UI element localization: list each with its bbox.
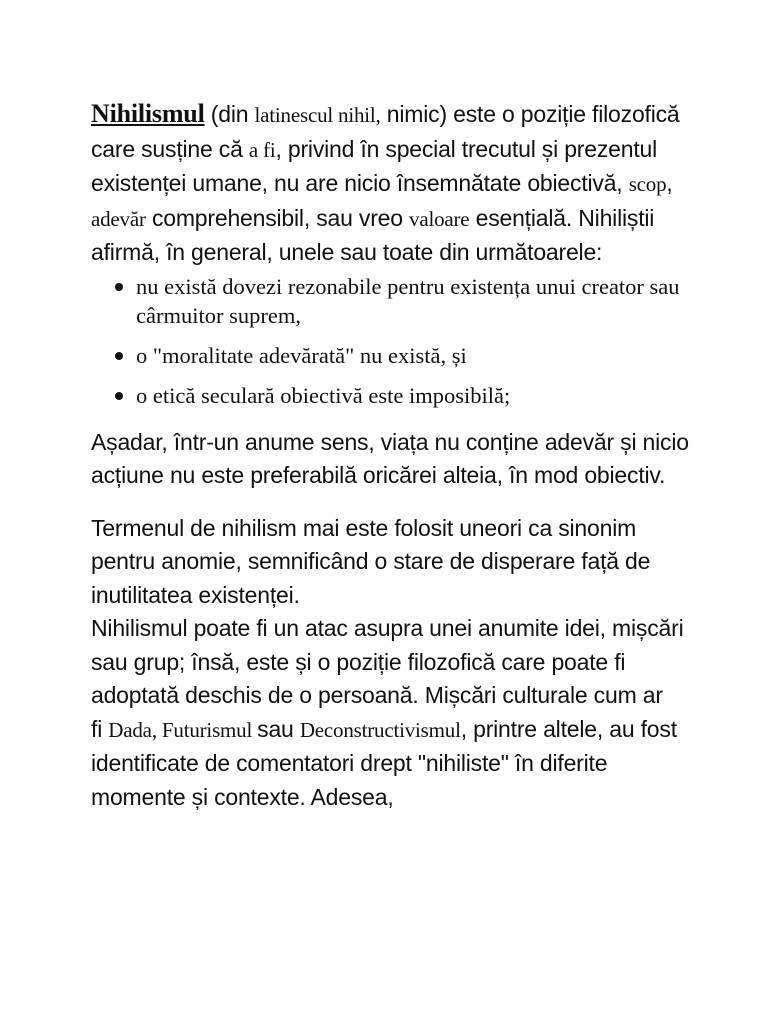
text-span: (din bbox=[204, 101, 255, 127]
bullet-list bbox=[91, 272, 691, 410]
bullet-icon bbox=[115, 283, 123, 291]
list-item-text: nu există dovezi rezonabile pentru existența unui creator sau cârmuitor suprem, bbox=[136, 273, 680, 328]
terminology-section bbox=[91, 512, 691, 815]
title-term: Nihilismul bbox=[91, 99, 205, 128]
text-span: scop bbox=[628, 172, 667, 196]
text-span: fi bbox=[91, 715, 109, 742]
document-page bbox=[91, 97, 691, 814]
list-item bbox=[115, 381, 691, 410]
list-item-text: o etică seculară obiectivă este imposibilă; bbox=[136, 382, 511, 408]
bullet-icon bbox=[115, 352, 123, 360]
attack-paragraph: Nihilismul poate fi un atac asupra unei anumite idei, mișcări sau grup; însă, este și o poziție filozofică care poate fi adoptată deschis de o persoană. Mișcări culturale cum ar bbox=[91, 615, 684, 708]
terminology-paragraph: Termenul de nihilism mai este folosit uneori ca sinonim pentru anomie, semnificând o stare de disperare față de inutilitatea existenței. bbox=[91, 514, 651, 608]
text-span: nimic) este o poziție filozofică care susține că bbox=[91, 101, 680, 162]
list-item bbox=[115, 272, 691, 330]
intro-paragraph bbox=[91, 97, 691, 270]
text-span: comprehensibil, sau vreo bbox=[145, 204, 410, 231]
text-span: , bbox=[666, 170, 673, 196]
list-item bbox=[115, 341, 691, 370]
movement-futurism: Futurismul bbox=[161, 717, 258, 742]
text-span: , privind în special trecutul și prezentul existenței umane, nu are nicio însemnătate obiectivă, bbox=[91, 135, 658, 196]
text-span: , printre altele, au fost identificate de comentatori drept "nihiliste" în diferite momente și contexte. Adesea, bbox=[91, 715, 677, 810]
movements-paragraph bbox=[91, 713, 691, 815]
text-span: sau bbox=[257, 715, 300, 742]
movement-deconstructivism: Deconstructivismul bbox=[299, 717, 461, 742]
text-span: , bbox=[151, 717, 162, 742]
conclusion-paragraph: Așadar, într-un anume sens, viața nu conține adevăr și nicio acțiune nu este preferabilă oricărei alteia, în mod obiectiv. bbox=[91, 428, 689, 488]
text-span: esențială. Nihiliștii afirmă, în general, unele sau toate din următoarele: bbox=[91, 204, 655, 265]
movement-dada: Dada bbox=[108, 717, 152, 742]
text-span: latinescul nihil, bbox=[254, 103, 381, 127]
list-item-text: o "moralitate adevărată" nu există, și bbox=[136, 342, 467, 368]
text-span: valoare bbox=[409, 206, 470, 231]
text-span: adevăr bbox=[91, 206, 146, 231]
text-span: a fi bbox=[248, 137, 276, 162]
bullet-icon bbox=[115, 392, 123, 400]
